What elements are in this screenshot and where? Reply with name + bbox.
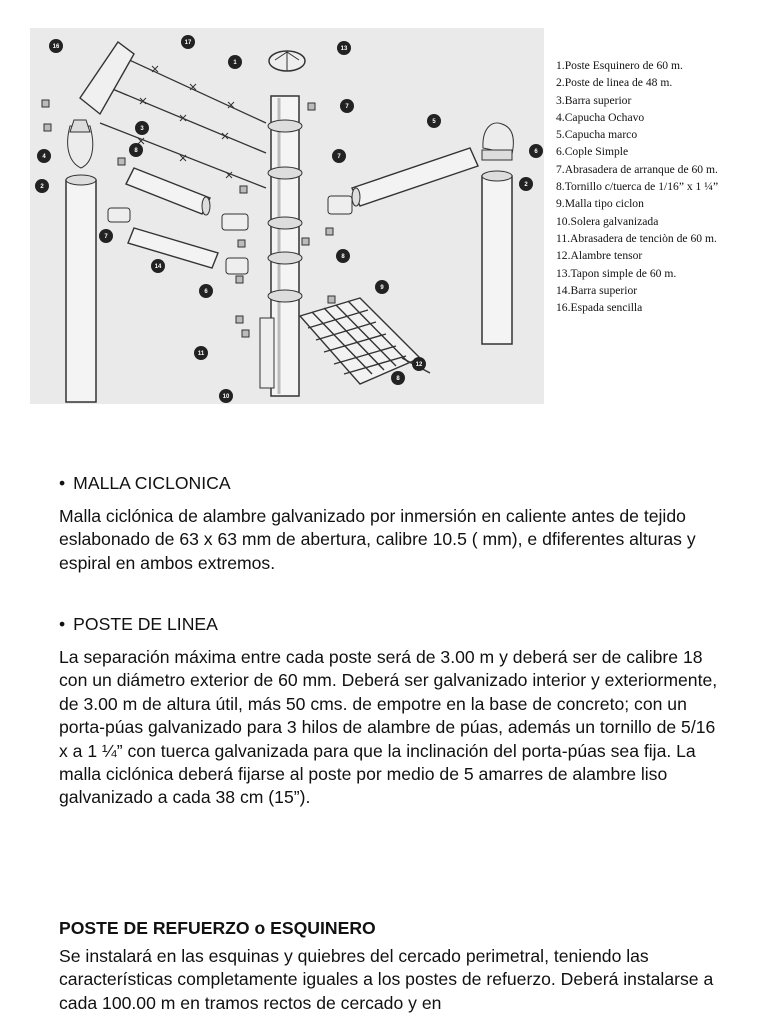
- paragraph-poste-refuerzo: Se instalará en las esquinas y quiebres del cercado perimetral, teniendo las características completamente iguales a los postes de refuerzo. Deberá instalarse a cada 100.00 m en tramos rectos de cercado y en: [59, 946, 714, 1013]
- svg-text:7: 7: [104, 234, 108, 240]
- svg-text:8: 8: [341, 254, 345, 260]
- heading-text: POSTE DE LINEA: [73, 614, 218, 634]
- legend-item: 3.Barra superior: [556, 93, 632, 107]
- svg-text:2: 2: [524, 182, 528, 188]
- legend-item: 14.Barra superior: [556, 283, 638, 297]
- svg-text:16: 16: [52, 44, 60, 50]
- legend-item: 7.Abrasadera de arranque de 60 m.: [556, 162, 718, 176]
- svg-text:8: 8: [396, 376, 400, 382]
- diagram-svg: [30, 28, 544, 404]
- section-heading-malla: [59, 472, 231, 495]
- coupler-left: [108, 208, 130, 222]
- section-heading-poste-refuerzo: POSTE DE REFUERZO o ESQUINERO: [59, 918, 376, 938]
- bullet-glyph: •: [59, 614, 66, 634]
- svg-text:6: 6: [534, 149, 538, 155]
- legend-item: 1.Poste Esquinero de 60 m.: [556, 59, 683, 72]
- legend-item: 4.Capucha Ochavo: [556, 110, 645, 124]
- section-heading-poste-linea: [59, 613, 218, 636]
- svg-text:4: 4: [42, 154, 46, 160]
- coupler-mid: [222, 214, 248, 230]
- legend-item: 13.Tapon simple de 60 m.: [556, 266, 677, 280]
- svg-text:7: 7: [337, 154, 341, 160]
- svg-text:1: 1: [233, 60, 237, 66]
- svg-text:2: 2: [40, 184, 44, 190]
- parts-legend: [556, 57, 768, 316]
- paragraph-poste-linea: La separación máxima entre cada poste será de 3.00 m y deberá ser de calibre 18 con un diámetro exterior de 60 mm. Deberá ser galvanizado interior y exteriormente, de 3.00 m de altura útil, más 50 cms. de empotre en la base de concreto; con un porta-púas galvanizado para 3 hilos de alambre de púas, además un tornillo de 5/16 x a 1 ¼” con tuerca galvanizada para que la inclinación del porta-púas sea fija. La malla ciclónica deberá fijarse al poste por medio de 5 amarres de alambre liso galvanizado a cada 38 cm (15”).: [59, 647, 718, 808]
- coupler-lower: [226, 258, 248, 274]
- svg-text:6: 6: [204, 289, 208, 295]
- legend-item: 6.Cople Simple: [556, 145, 629, 159]
- legend-item: 12.Alambre tensor: [556, 249, 643, 263]
- legend-item: 16.Espada sencilla: [556, 301, 643, 315]
- legend-item: 2.Poste de linea de 48 m.: [556, 76, 673, 90]
- svg-text:3: 3: [140, 126, 144, 132]
- top-cap: [269, 51, 305, 71]
- svg-text:13: 13: [340, 46, 348, 52]
- paragraph-malla: Malla ciclónica de alambre galvanizado por inmersión en caliente antes de tejido eslabonado de 63 x 63 mm de abertura, calibre 10.5 ( mm), e dfiferentes alturas y espiral en ambos extremos.: [59, 506, 696, 573]
- svg-text:14: 14: [154, 264, 162, 270]
- legend-item: 10.Solera galvanizada: [556, 214, 659, 228]
- svg-text:7: 7: [345, 104, 349, 110]
- svg-text:17: 17: [184, 40, 192, 46]
- rail-end: [328, 196, 352, 214]
- svg-text:9: 9: [380, 285, 384, 291]
- legend-item: 9.Malla tipo ciclon: [556, 197, 644, 211]
- fence-parts-diagram: [30, 28, 544, 404]
- svg-text:11: 11: [197, 351, 205, 357]
- svg-text:5: 5: [432, 119, 436, 125]
- svg-text:8: 8: [134, 148, 138, 154]
- svg-text:12: 12: [415, 362, 423, 368]
- legend-item: 8.Tornillo c/tuerca de 1/16” x 1 ¼”: [556, 180, 719, 194]
- legend-item: 11.Abrasadera de tenciòn de 60 m.: [556, 231, 717, 245]
- svg-text:10: 10: [222, 394, 230, 400]
- heading-text: MALLA CICLONICA: [73, 473, 231, 493]
- legend-item: 5.Capucha marco: [556, 128, 638, 142]
- bullet-glyph: •: [59, 473, 66, 493]
- right-corner-post: [482, 123, 513, 344]
